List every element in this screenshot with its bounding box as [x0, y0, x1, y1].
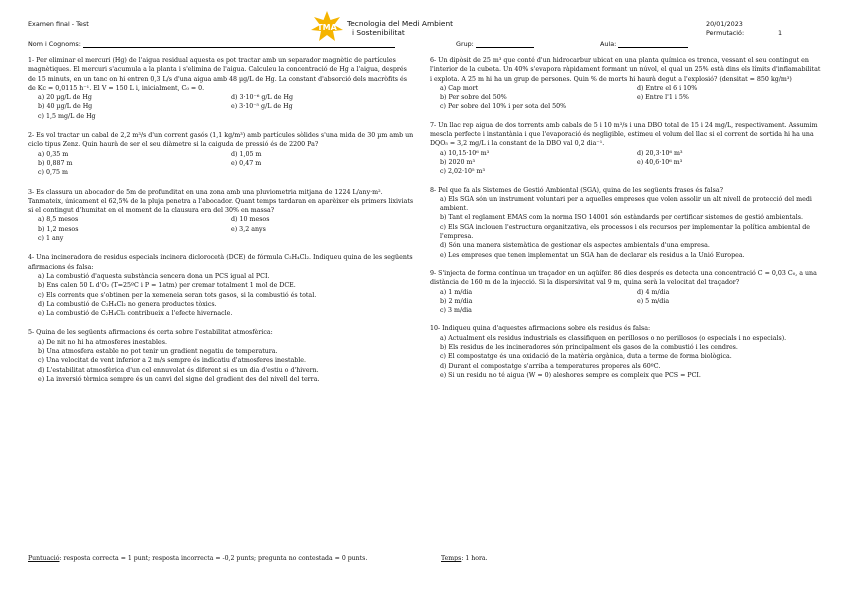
question-text: 5- Quina de les següents afirmacions és certa sobre l'estabilitat atmosfèrica:	[28, 329, 273, 337]
question-3	[28, 188, 414, 244]
option[interactable]: d) 3·10⁻⁶ g/L de Hg	[231, 94, 293, 102]
scoring-label: Puntuació	[28, 555, 60, 562]
option[interactable]: a) Cap mort	[440, 84, 479, 92]
scoring-note	[28, 555, 367, 562]
option[interactable]: d) Durant el compostatge s'arriba a temperatures properes als 60ºC.	[440, 362, 661, 370]
exam-title: Examen final - Test	[28, 20, 89, 28]
option[interactable]: c) 0,75 m	[38, 169, 68, 177]
option[interactable]: b) 2 m/dia	[440, 297, 473, 305]
room-line	[618, 40, 688, 48]
option[interactable]: b) 40 µg/L de Hg	[38, 103, 93, 111]
tma-logo	[311, 11, 343, 43]
option[interactable]: e) Entre l'1 i 5%	[637, 94, 689, 102]
option[interactable]: c) 1 any	[38, 235, 64, 243]
question-5	[28, 328, 414, 384]
option[interactable]: a) Els SGA són un instrument voluntari per a aquelles empreses que volen assolir un alt nivell de protecció del medi ambient.	[440, 195, 812, 213]
option[interactable]: a) De nit no hi ha atmosferes inestables.	[38, 338, 167, 346]
option[interactable]: a) 1 m/dia	[440, 288, 473, 296]
option[interactable]: b) 2020 m³	[440, 158, 476, 166]
question-6	[430, 56, 824, 112]
name-line	[83, 40, 395, 48]
question-7	[430, 121, 824, 177]
option[interactable]: a) 20 µg/L de Hg	[38, 94, 92, 102]
option[interactable]: e) 5 m/dia	[637, 297, 670, 305]
question-1	[28, 56, 414, 121]
group-line	[476, 40, 534, 48]
time-note	[441, 555, 488, 562]
name-label: Nom i Cognoms:	[28, 40, 81, 48]
option[interactable]: c) Els corrents que s'obtinen per la xemeneia seran tots gasos, si la combustió és total.	[38, 291, 317, 299]
room-field[interactable]	[600, 40, 688, 48]
option[interactable]: c) 2,02·10⁵ m³	[440, 168, 486, 176]
option[interactable]: b) 0,887 m	[38, 159, 73, 167]
option[interactable]: a) Actualment els residus industrials es classifiquen en perillosos o no perillosos (o especials i no especials).	[440, 334, 787, 342]
question-text: 8- Pel que fa als Sistemes de Gestió Ambiental (SGA), quina de les següents frases és falsa?	[430, 186, 723, 194]
option[interactable]: b) Per sobre del 50%	[440, 94, 507, 102]
question-text: 4- Una incineradora de residus especials incinera diclorocetà (DCE) de fórmula C₂H₄Cl₂. Indiqueu quina de les següents afirmacions és falsa:	[28, 254, 413, 271]
option[interactable]: b) Una atmosfera estable no pot tenir un gradient negatiu de temperatura.	[38, 348, 278, 356]
option[interactable]: e) Si un residu no té aigua (W = 0) aleshores sempre es compleix que PCS = PCI.	[440, 371, 701, 379]
option[interactable]: e) La combustió de C₂H₄Cl₂ contribueix a l'efecte hivernacle.	[38, 310, 233, 318]
option[interactable]: a) 10,15·10⁶ m³	[440, 149, 490, 157]
option[interactable]: e) 3,2 anys	[231, 225, 266, 233]
question-10	[430, 324, 824, 380]
option[interactable]: b) Tant el reglament EMAS com la norma ISO 14001 són estàndards per certificar sistemes de gestió ambientals.	[440, 214, 803, 222]
option[interactable]: c) 3 m/dia	[440, 307, 472, 315]
option[interactable]: e) 0,47 m	[231, 159, 262, 167]
room-label: Aula:	[600, 40, 617, 48]
option[interactable]: d) 10 mesos	[231, 216, 270, 224]
option[interactable]: a) 8,5 mesos	[38, 216, 79, 224]
option[interactable]: c) 1,5 mg/L de Hg	[38, 112, 96, 120]
option[interactable]: d) Entre el 6 i 10%	[637, 84, 698, 92]
course-subtitle: i Sostenibilitat	[352, 28, 405, 37]
exam-date: 20/01/2023	[706, 20, 743, 28]
option[interactable]: d) La combustió de C₂H₄Cl₂ no genera productes tòxics.	[38, 300, 217, 308]
question-text: 2- Es vol tractar un cabal de 2,2 m³/s d'un corrent gasós (1,1 kg/m³) amb partícules sòlides s'una mida de 30 µm amb un ciclo tipus Zenz. Quin haurà de ser el seu diàmetre si la caiguda de pressió és de 2200 Pa?	[28, 132, 414, 149]
left-column	[28, 56, 414, 384]
group-label: Grup:	[456, 40, 474, 48]
option[interactable]: c) Els SGA inclouen l'estructura organitzativa, els processos i els recursos per implementar la política ambiental de l'empresa.	[440, 223, 811, 241]
option[interactable]: e) La inversió tèrmica sempre és un canvi del signe del gradient des del nivell del terra.	[38, 375, 320, 383]
question-4	[28, 253, 414, 318]
option[interactable]: d) L'estabilitat atmosfèrica d'un cel ennuvolat és diferent si es un dia d'estiu o d'hivern.	[38, 366, 319, 374]
option[interactable]: e) 3·10⁻⁵ g/L de Hg	[231, 103, 293, 111]
question-8	[430, 186, 824, 260]
question-text: 3- Es classura un abocador de 5m de profunditat en una zona amb una pluviometria mitjana de 1224 L/any·m². Tanmateix, únicament el 62,5% de la pluja penetra a l'abocador. Quant temps tardaran en aparèixer els primers lixiviats si el contingut d'humitat en el moment de la clausura era del 30% en massa?	[28, 188, 414, 215]
question-text: 6- Un dipòsit de 25 m³ que conté d'un hidrocarbur ubicat en una planta química es trenca, vessant el seu contingut en l'interior de la cubeta. Un 40% s'evapora ràpidament formant un núvol, el qual un 25% està dins els límits d'inflamabilitat i explota. A 25 m hi ha un grup de persones. Quin % de morts hi haurà degut a l'explosió? (densitat = 850 kg/m³)	[430, 57, 821, 83]
option[interactable]: c) El compostatge és una oxidació de la matèria orgànica, duta a terme de forma biològica.	[440, 353, 732, 361]
option[interactable]: d) Són una manera sistemàtica de gestionar els aspectes ambientals d'una empresa.	[440, 242, 710, 250]
question-text: 7- Un llac rep aigua de dos torrents amb cabals de 5 i 10 m³/s i una DBO total de 15 i 24 mg/L, respectivament. Assumim mescla perfecte i instantània i que l'evaporació és negligible, estimeu el volum del llac si el corrent de sortida hi ha una DQO₅ = 3,2 mg/L i la constant de la DBO val 0,2 dia⁻¹.	[430, 121, 818, 148]
right-column	[430, 56, 824, 380]
group-field[interactable]	[456, 40, 534, 48]
option[interactable]: b) Ens calen 50 L d'O₂ (T=25ºC i P = 1atm) per cremar totalment 1 mol de DCE.	[38, 282, 296, 290]
question-text: 9- S'injecta de forma contínua un traçador en un aqüífer. 86 dies després es detecta una concentració C = 0,03 C₀, a una distància de 160 m de la injecció. Si la dispersivitat val 9 m, quina serà la velocitat del traçador?	[430, 269, 817, 287]
option[interactable]: d) 4 m/dia	[637, 288, 670, 296]
name-field[interactable]	[28, 40, 395, 48]
option[interactable]: d) 1,05 m	[231, 150, 262, 158]
option[interactable]: a) La combustió d'aquesta substància sencera dona un PCS igual al PCI.	[38, 272, 270, 280]
option[interactable]: b) Els residus de les incineradores són principalment els gasos de la combustió i les cendres.	[440, 344, 738, 352]
option[interactable]: a) 0,35 m	[38, 150, 69, 158]
course-title: Tecnologia del Medi Ambient	[347, 19, 454, 28]
question-text: 10- Indiqueu quina d'aquestes afirmacions sobre els residus és falsa:	[430, 325, 651, 333]
option[interactable]: d) 20,3·10⁶ m³	[637, 149, 683, 157]
option[interactable]: e) 40,6·10⁶ m³	[637, 158, 683, 166]
question-2	[28, 131, 414, 177]
option[interactable]: b) 1,2 mesos	[38, 225, 79, 233]
option[interactable]: c) Per sobre del 10% i per sota del 50%	[440, 103, 567, 111]
time-label: Temps	[441, 555, 462, 562]
permutation-label: Permutació:	[706, 29, 745, 37]
question-text: 1- Per eliminar el mercuri (Hg) de l'aigua residual aquesta es pot tractar amb un separador magnètic de partícules magnètiques. El mercuri s'acumula a la planta i s'elimina de l'aigua. Calculeu la concentració de Hg a l'aigua, després de 15 minuts, en un tanc on hi entren 0,3 L/s d'una aigua amb 48 µg/L de Hg. La constant d'absorció dels macròfits és de Kc = 0,0115 h⁻¹. El V = 150 L i, inicialment, C₀ = 0.	[28, 57, 408, 92]
time-text: : 1 hora.	[461, 555, 488, 562]
logo-text: TMA	[317, 23, 337, 32]
option[interactable]: c) Una velocitat de vent inferior a 2 m/s sempre és indicatiu d'atmosferes inestable.	[38, 357, 307, 365]
question-9	[430, 269, 824, 315]
permutation-value: 1	[778, 29, 783, 37]
scoring-text: : resposta correcta = 1 punt; resposta incorrecta = -0,2 punts; pregunta no contestada = 0 punts.	[59, 555, 368, 562]
option[interactable]: e) Les empreses que tenen implementat un SGA han de declarar els residus a la Unió Europea.	[440, 251, 745, 259]
